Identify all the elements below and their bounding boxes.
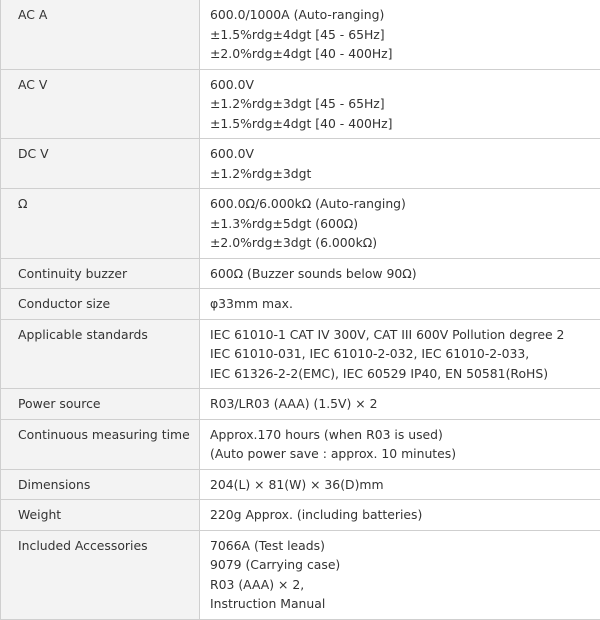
spec-row bbox=[1, 419, 600, 469]
spec-value bbox=[200, 189, 600, 259]
spec-label: Continuity buzzer bbox=[1, 258, 200, 289]
spec-row bbox=[1, 469, 600, 500]
spec-value-line: 600.0Ω/6.000kΩ (Auto-ranging) bbox=[210, 194, 592, 214]
spec-value-line: 600Ω (Buzzer sounds below 90Ω) bbox=[210, 264, 592, 284]
spec-table-body bbox=[1, 0, 600, 619]
spec-value bbox=[200, 419, 600, 469]
spec-label: Ω bbox=[1, 189, 200, 259]
spec-label: Included Accessories bbox=[1, 530, 200, 619]
spec-row bbox=[1, 530, 600, 619]
spec-value-line: IEC 61010-1 CAT IV 300V, CAT III 600V Pollution degree 2 bbox=[210, 325, 592, 345]
spec-value-line: ±2.0%rdg±4dgt [40 - 400Hz] bbox=[210, 44, 592, 64]
spec-value bbox=[200, 389, 600, 420]
spec-value-line: ±1.2%rdg±3dgt bbox=[210, 164, 592, 184]
spec-label: AC V bbox=[1, 69, 200, 139]
spec-value bbox=[200, 530, 600, 619]
spec-row bbox=[1, 0, 600, 69]
spec-value bbox=[200, 69, 600, 139]
spec-value bbox=[200, 319, 600, 389]
spec-row bbox=[1, 139, 600, 189]
spec-value-line: ±2.0%rdg±3dgt (6.000kΩ) bbox=[210, 233, 592, 253]
spec-value-line: R03/LR03 (AAA) (1.5V) × 2 bbox=[210, 394, 592, 414]
spec-row bbox=[1, 319, 600, 389]
spec-value bbox=[200, 0, 600, 69]
spec-row bbox=[1, 189, 600, 259]
spec-value bbox=[200, 139, 600, 189]
spec-value bbox=[200, 258, 600, 289]
spec-label: Continuous measuring time bbox=[1, 419, 200, 469]
spec-row bbox=[1, 500, 600, 531]
spec-value-line: ±1.5%rdg±4dgt [40 - 400Hz] bbox=[210, 114, 592, 134]
spec-row bbox=[1, 258, 600, 289]
spec-value-line: ±1.2%rdg±3dgt [45 - 65Hz] bbox=[210, 94, 592, 114]
spec-label: Power source bbox=[1, 389, 200, 420]
spec-value bbox=[200, 289, 600, 320]
spec-value-line: 7066A (Test leads) bbox=[210, 536, 592, 556]
spec-row bbox=[1, 289, 600, 320]
spec-value-line: R03 (AAA) × 2, bbox=[210, 575, 592, 595]
spec-value-line: Instruction Manual bbox=[210, 594, 592, 614]
spec-value-line: IEC 61326-2-2(EMC), IEC 60529 IP40, EN 50581(RoHS) bbox=[210, 364, 592, 384]
spec-label: DC V bbox=[1, 139, 200, 189]
spec-label: Conductor size bbox=[1, 289, 200, 320]
spec-label: Weight bbox=[1, 500, 200, 531]
spec-row bbox=[1, 69, 600, 139]
spec-value-line: (Auto power save : approx. 10 minutes) bbox=[210, 444, 592, 464]
spec-value-line: IEC 61010-031, IEC 61010-2-032, IEC 61010-2-033, bbox=[210, 344, 592, 364]
spec-value-line: 220g Approx. (including batteries) bbox=[210, 505, 592, 525]
spec-value-line: 600.0V bbox=[210, 144, 592, 164]
spec-label: AC A bbox=[1, 0, 200, 69]
spec-label: Dimensions bbox=[1, 469, 200, 500]
spec-value-line: ±1.3%rdg±5dgt (600Ω) bbox=[210, 214, 592, 234]
spec-value-line: 204(L) × 81(W) × 36(D)mm bbox=[210, 475, 592, 495]
spec-value-line: φ33mm max. bbox=[210, 294, 592, 314]
spec-value-line: 9079 (Carrying case) bbox=[210, 555, 592, 575]
spec-value-line: Approx.170 hours (when R03 is used) bbox=[210, 425, 592, 445]
spec-label: Applicable standards bbox=[1, 319, 200, 389]
spec-value-line: 600.0/1000A (Auto-ranging) bbox=[210, 5, 592, 25]
spec-value bbox=[200, 500, 600, 531]
spec-row bbox=[1, 389, 600, 420]
spec-value-line: 600.0V bbox=[210, 75, 592, 95]
spec-value bbox=[200, 469, 600, 500]
spec-value-line: ±1.5%rdg±4dgt [45 - 65Hz] bbox=[210, 25, 592, 45]
